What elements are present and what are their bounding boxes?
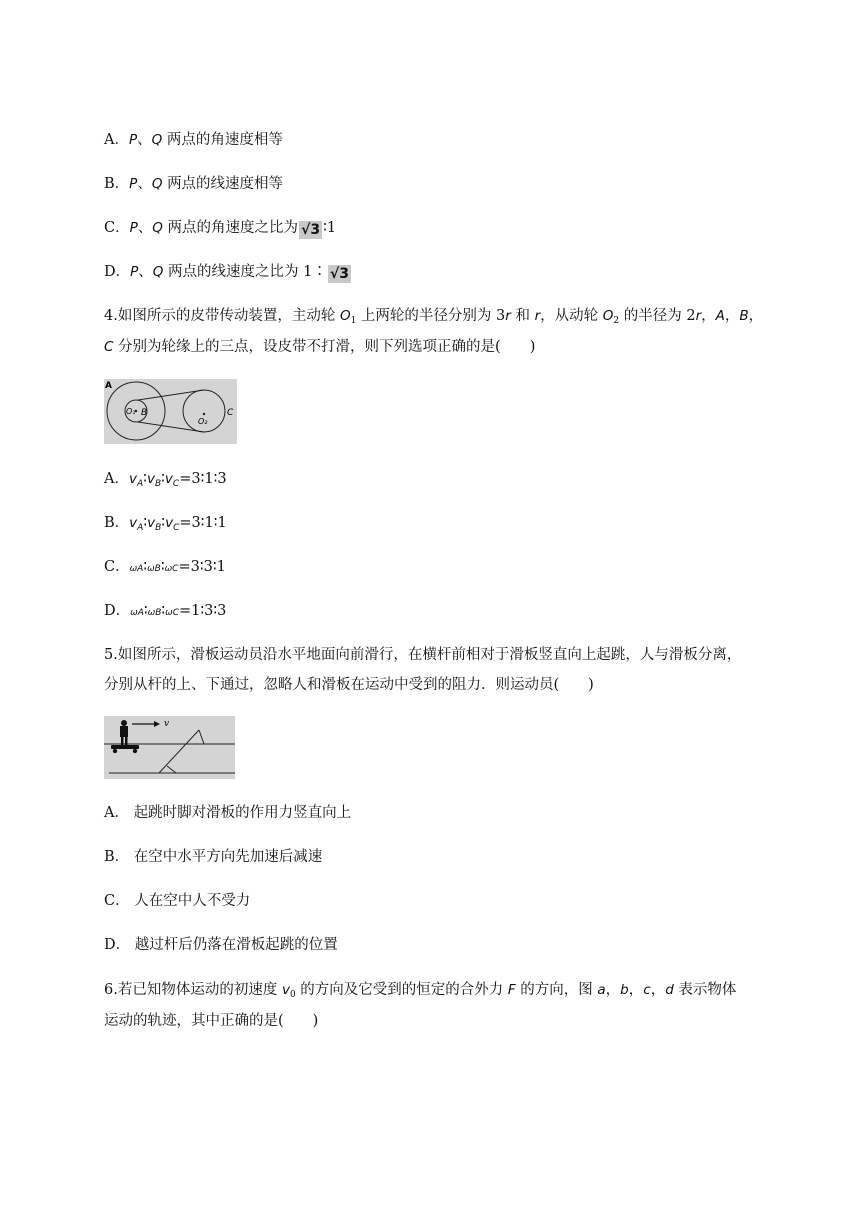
label-C: C xyxy=(227,408,234,418)
q4-option-c: C．ωA∶ωB∶ωC=3∶3∶1 xyxy=(104,559,226,575)
q4-option-a: A．$v_A∶v_B∶v_C=3∶1∶3$ xyxy=(104,471,227,489)
q3-option-a: A．P、Q 两点的角速度相等 xyxy=(104,132,283,148)
skateboard-diagram xyxy=(104,716,235,779)
q5-option-a: A． 起跳时脚对滑板的作用力竖直向上 xyxy=(104,805,352,821)
q5-stem-line1: 5.如图所示，滑板运动员沿水平地面向前滑行，在横杆前相对于滑板竖直向上起跳，人与滑板分离， xyxy=(104,647,742,663)
sqrt3-image: √3 xyxy=(329,266,349,282)
q3-option-c: C．P、Q 两点的角速度之比为 √3 ∶1 xyxy=(104,220,337,238)
q3-option-d: D．P、Q 两点的线速度之比为 1∶ √3 xyxy=(104,264,349,282)
q6-stem-line1: 6.若已知物体运动的初速度 $v_0$ 的方向及它受到的恒定的合外力 F 的方向，图 a，b，c，d 表示物体 xyxy=(104,982,737,1000)
q5-option-d: D． 越过杆后仍落在滑板起跳的位置 xyxy=(104,937,338,953)
belt-drive-diagram xyxy=(104,379,237,444)
q4-stem-line1: 4.如图所示的皮带传动装置，主动轮 $O_1$ 上两轮的半径分别为 3r 和 r，从动轮 $O_2$ 的半径为 2r，A，B， xyxy=(104,308,764,326)
q4-stem-line2: C 分别为轮缘上的三点，设皮带不打滑，则下列选项正确的是( ) xyxy=(104,339,536,355)
q5-stem-line2: 分别从杆的上、下通过，忽略人和滑板在运动中受到的阻力．则运动员( ) xyxy=(104,677,594,693)
label-B: B xyxy=(141,408,148,418)
label-O2: O₂ xyxy=(198,417,208,426)
sqrt3-image: √3 xyxy=(301,222,321,238)
label-O1: O₁ xyxy=(126,407,136,416)
belt-drive-figure xyxy=(104,379,237,444)
q5-option-b: B． 在空中水平方向先加速后减速 xyxy=(104,849,323,865)
skateboard-figure xyxy=(104,716,235,779)
q3-option-b: B．P、Q 两点的线速度相等 xyxy=(104,176,284,192)
label-v: v xyxy=(164,719,170,729)
label-A: A xyxy=(105,381,112,391)
q5-option-c: C． 人在空中人不受力 xyxy=(104,893,251,909)
q4-option-b: B．$v_A∶v_B∶v_C=3∶1∶1$ xyxy=(104,515,227,533)
q6-stem-line2: 运动的轨迹，其中正确的是( ) xyxy=(104,1013,319,1029)
q4-option-d: D．ωA∶ωB∶ωC=1∶3∶3 xyxy=(104,603,227,619)
